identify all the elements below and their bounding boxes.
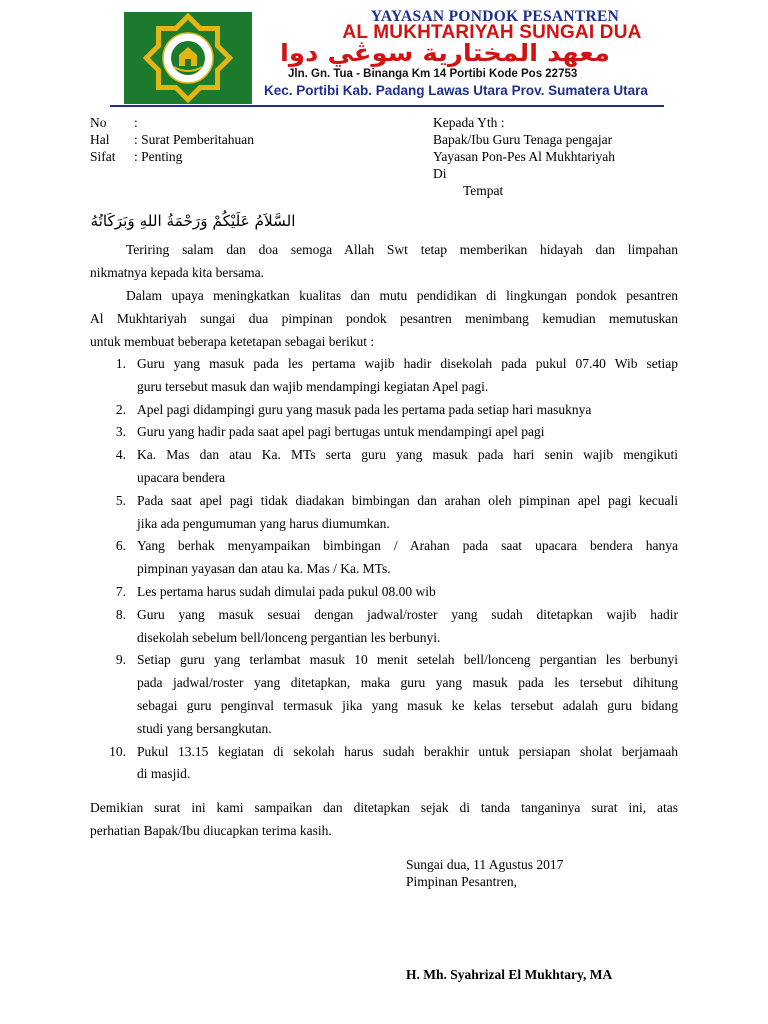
- recipient-line: Yayasan Pon-Pes Al Mukhtariyah: [433, 149, 615, 164]
- closing-line: perhatian Bapak/Ibu diucapkan terima kasih.: [90, 823, 332, 838]
- list-item-line: disekolah sebelum bell/lonceng pergantian les berbunyi.: [137, 629, 441, 645]
- school-address: Jln. Gn. Tua - Binanga Km 14 Portibi Kode Pos 22753: [288, 68, 578, 80]
- closing-line: Demikian surat ini kami sampaikan dan ditetapkan sejak di tanda tanganinya surat ini, atas: [90, 800, 678, 815]
- opening-paragraph-line: Teriring salam dan doa semoga Allah Swt tetap memberikan hidayah dan limpahan: [126, 242, 678, 257]
- list-item-line: Yang berhak menyampaikan bimbingan / Arahan pada saat upacara bendera hanya: [137, 538, 678, 554]
- foundation-name: YAYASAN PONDOK PESANTREN: [370, 8, 620, 25]
- opening-paragraph-line: untuk membuat beberapa ketetapan sebagai berikut :: [90, 334, 375, 349]
- list-item-number: 2.: [115, 401, 126, 417]
- list-item-number: 3.: [115, 424, 126, 440]
- list-item-line: Setiap guru yang terlambat masuk 10 menit setelah bell/lonceng pergantian les berbunyi: [137, 652, 678, 668]
- list-item-line: Guru yang masuk sesuai dengan jadwal/roster yang sudah ditetapkan wajib hadir: [137, 606, 678, 622]
- meta-sifat-label: Sifat: [90, 149, 116, 164]
- list-item-line: upacara bendera: [137, 470, 226, 485]
- list-item-number: 5.: [115, 492, 126, 508]
- opening-paragraph-line: nikmatnya kepada kita bersama.: [90, 265, 264, 280]
- list-item-line: Guru yang hadir pada saat apel pagi bertugas untuk mendampingi apel pagi: [137, 424, 545, 440]
- list-item-number: 7.: [115, 584, 126, 599]
- school-logo: [124, 12, 252, 104]
- list-item-line: Pada saat apel pagi tidak diadakan bimbingan dan arahan oleh pimpinan apel pagi kecuali: [137, 492, 678, 508]
- list-item-number: 8.: [115, 606, 126, 622]
- school-name: AL MUKHTARIYAH SUNGAI DUA: [342, 22, 642, 43]
- list-item-line: guru tersebut masuk dan wajib mendampingi kegiatan Apel pagi.: [137, 378, 489, 394]
- list-item-number: 6.: [115, 538, 126, 554]
- list-item-number: 10.: [109, 743, 126, 759]
- list-item-line: Pukul 13.15 kegiatan di sekolah harus sudah berakhir untuk persiapan sholat berjamaah: [137, 743, 678, 759]
- svg-text:معهد المختارية سوڠي دوا: معهد المختارية سوڠي دوا: [280, 39, 610, 67]
- list-item-line: sebagai guru penginval termasuk jika yang masuk ke kelas tersebut adalah guru bidang: [137, 698, 678, 713]
- svg-text:السَّلاَمُ عَلَيْكُمْ وَرَحْمَ: السَّلاَمُ عَلَيْكُمْ وَرَحْمَةُ اللهِ وَبَرَكَاتُهُ: [90, 212, 293, 230]
- meta-sifat-value: : Penting: [134, 149, 183, 164]
- school-region: Kec. Portibi Kab. Padang Lawas Utara Prov. Sumatera Utara: [264, 83, 648, 98]
- arabic-greeting: [88, 205, 298, 235]
- recipient-line: Bapak/Ibu Guru Tenaga pengajar: [433, 132, 613, 147]
- list-item-line: Ka. Mas dan atau Ka. MTs serta guru yang masuk pada hari senin wajib mengikuti: [137, 447, 678, 463]
- list-item-line: Guru yang masuk pada les pertama wajib hadir disekolah pada pukul 07.40 Wib setiap: [137, 356, 678, 371]
- opening-paragraph-line: Al Mukhtariyah sungai dua pimpinan pondok pesantren menimbang kemudian memutuskan: [90, 311, 678, 326]
- list-item-line: Apel pagi didampingi guru yang masuk pada les pertama pada setiap hari masuknya: [137, 401, 592, 417]
- list-item-number: 4.: [115, 447, 126, 463]
- meta-hal-label: Hal: [90, 132, 110, 147]
- signature-place-date: Sungai dua, 11 Agustus 2017: [406, 857, 564, 872]
- recipient-line: Tempat: [463, 183, 504, 198]
- list-item-line: pimpinan yayasan dan atau ka. Mas / Ka. MTs.: [137, 561, 391, 577]
- list-item-line: studi yang bersangkutan.: [137, 720, 272, 736]
- arabic-school-name: [270, 36, 620, 70]
- signatory-name: H. Mh. Syahrizal El Mukhtary, MA: [406, 967, 613, 982]
- letterhead-divider: [110, 105, 664, 107]
- meta-hal-value: : Surat Pemberitahuan: [134, 132, 254, 147]
- signature-role: Pimpinan Pesantren,: [406, 874, 517, 889]
- list-item-line: Les pertama harus sudah dimulai pada pukul 08.00 wib: [137, 584, 436, 599]
- list-item-line: di masjid.: [137, 766, 191, 782]
- list-item-line: jika ada pengumuman yang harus diumumkan.: [137, 515, 390, 531]
- opening-paragraph-line: Dalam upaya meningkatkan kualitas dan mutu pendidikan di lingkungan pondok pesantren: [126, 288, 678, 303]
- recipient-line: Kepada Yth :: [433, 115, 505, 130]
- list-item-number: 1.: [115, 356, 126, 371]
- list-item-number: 9.: [115, 652, 126, 668]
- list-item-line: pada jadwal/roster yang ditetapkan, maka guru yang masuk pada les tersebut dihitung: [137, 675, 678, 691]
- recipient-line: Di: [433, 166, 447, 181]
- meta-no-label: No: [90, 115, 107, 130]
- meta-no-value: :: [134, 115, 138, 130]
